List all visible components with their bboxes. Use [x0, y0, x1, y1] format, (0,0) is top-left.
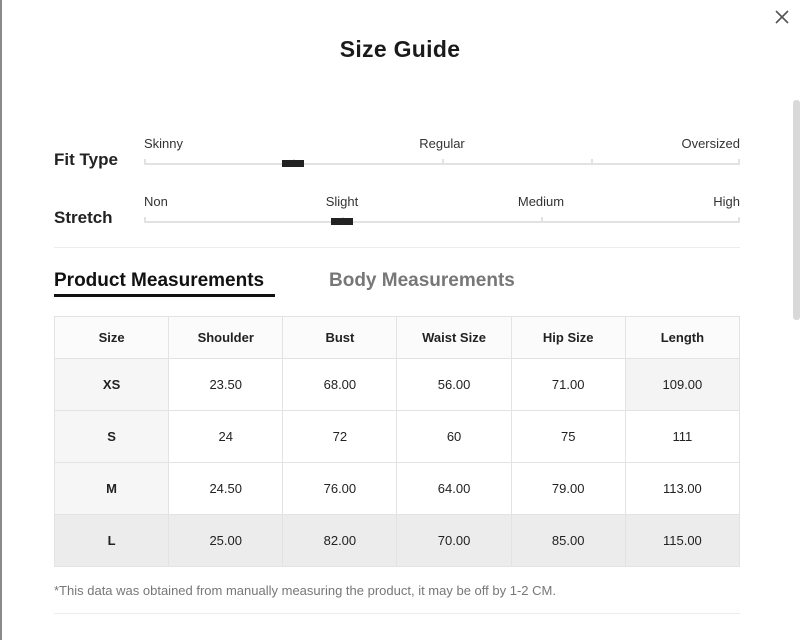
table-row	[55, 359, 740, 411]
table-cell: 75	[511, 411, 625, 463]
scale-tick	[738, 159, 740, 165]
table-header-row	[55, 317, 740, 359]
fit-type-label: Fit Type	[54, 150, 118, 169]
scrollbar-thumb[interactable]	[793, 100, 800, 320]
table-cell: 82.00	[283, 515, 397, 567]
active-tab-underline	[54, 294, 275, 297]
measurement-note: *This data was obtained from manually measuring the product, it may be off by 1-2 CM.	[54, 583, 556, 598]
tab-product-measurements[interactable]: Product Measurements	[54, 270, 265, 291]
column-header: Shoulder	[169, 317, 283, 359]
table-cell: 79.00	[511, 463, 625, 515]
measurements-table	[54, 316, 740, 567]
table-cell: 115.00	[625, 515, 739, 567]
table-cell: 70.00	[397, 515, 511, 567]
table-cell: 72	[283, 411, 397, 463]
table-cell: 76.00	[283, 463, 397, 515]
column-header: Length	[625, 317, 739, 359]
table-cell: 111	[625, 411, 739, 463]
scale-tick	[738, 217, 740, 223]
scale-tick	[591, 159, 593, 165]
table-cell: 56.00	[397, 359, 511, 411]
fit-type-scale-label: Skinny	[144, 136, 184, 151]
table-row	[55, 463, 740, 515]
table-cell: 113.00	[625, 463, 739, 515]
fit-type-scale-label: Regular	[419, 136, 465, 151]
fit-type-scale	[144, 136, 740, 176]
column-header: Size	[55, 317, 169, 359]
divider	[54, 247, 740, 248]
fit-type-marker	[282, 160, 304, 167]
stretch-scale-label: Non	[144, 194, 168, 209]
table-row	[55, 515, 740, 567]
column-header: Hip Size	[511, 317, 625, 359]
size-cell: L	[55, 515, 169, 567]
stretch-marker	[331, 218, 353, 225]
scale-tick	[541, 217, 543, 223]
tab-body-measurements[interactable]: Body Measurements	[329, 270, 515, 291]
window-left-edge	[0, 0, 2, 640]
stretch-scale	[144, 194, 740, 234]
size-cell: XS	[55, 359, 169, 411]
divider	[54, 613, 740, 614]
stretch-scale-label: High	[713, 194, 740, 209]
fit-type-scale-label: Oversized	[681, 136, 740, 151]
stretch-row	[54, 194, 740, 234]
table-cell: 24	[169, 411, 283, 463]
column-header: Bust	[283, 317, 397, 359]
table-cell: 60	[397, 411, 511, 463]
stretch-label: Stretch	[54, 208, 113, 227]
stretch-scale-label: Slight	[325, 194, 359, 209]
scale-tick	[442, 159, 444, 165]
stretch-scale-label: Medium	[517, 194, 565, 209]
table-cell: 85.00	[511, 515, 625, 567]
table-cell: 109.00	[625, 359, 739, 411]
scale-tick	[144, 217, 146, 223]
size-cell: M	[55, 463, 169, 515]
scale-tick	[144, 159, 146, 165]
table-cell: 23.50	[169, 359, 283, 411]
table-cell: 71.00	[511, 359, 625, 411]
table-cell: 25.00	[169, 515, 283, 567]
close-icon[interactable]	[773, 8, 791, 26]
column-header: Waist Size	[397, 317, 511, 359]
fit-type-row	[54, 136, 740, 176]
dialog-title: Size Guide	[339, 36, 461, 62]
table-cell: 64.00	[397, 463, 511, 515]
table-row	[55, 411, 740, 463]
table-cell: 68.00	[283, 359, 397, 411]
size-cell: S	[55, 411, 169, 463]
table-cell: 24.50	[169, 463, 283, 515]
stretch-track	[144, 221, 740, 223]
